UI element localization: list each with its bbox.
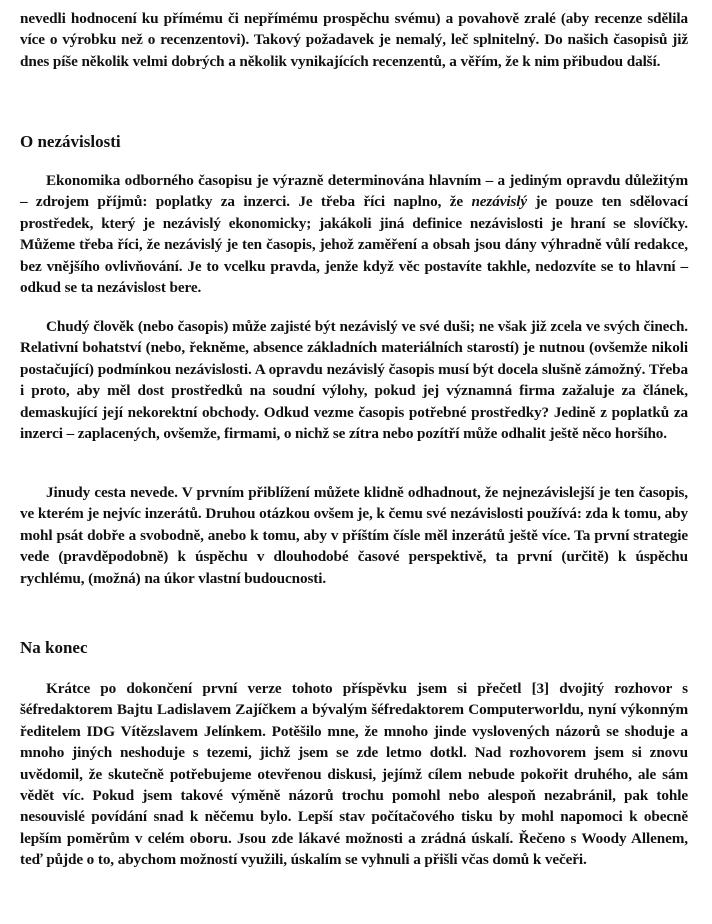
paragraph-kratce-po: Krátce po dokončení první verze tohoto příspěvku jsem si přečetl [3] dvojitý rozhovor s šéfredaktorem Bajtu Ladislavem Zajíčkem a bývalým šéfredaktorem Computerworldu, nyní výkonným ředitelem IDG Vítězslavem Jelínkem. Potěšilo mne, že mnoho jinde vyslovených názorů se shoduje a mnoho jiných neshoduje s tezemi, jichž jsem se zde letmo dotkl. Nad rozhovorem jsem si znovu uvědomil, že skutečně potřebujeme otevřenou diskusi, jejímž cílem nebude pokořit druhého, ale sám vědět víc. Pokud jsem takové výměně názorů trochu pomohl nebo alespoň nezabránil, pak tohle nesouvislé povídání snad k něčemu bylo. Lepší stav počítačového tisku by mohl napomoci k obecně lepším poměrům v celém oboru. Jsou zde lákavé možnosti a zrádná úskalí. Řečeno s Woody Allenem, teď půjde o to, abychom možností využili, úskalím se vyhnuli a přišli včas domů k večeři. — [20, 680, 688, 869]
paragraph-ekonomika — [20, 170, 688, 298]
emphasis-nezavisly: nezávislý — [471, 193, 528, 211]
intro-paragraph: nevedli hodnocení ku přímému či nepřímému prospěchu svému) a povahově zralé (aby recenze sdělila více o výrobku než o recenzentovi). Takový požadavek je nemalý, leč splnitelný. Do našich časopisů již dnes píše několik velmi dobrých a několik vynikajících recenzentů, a věřím, že k nim přibudou další. — [20, 10, 688, 70]
paragraph-ekonomika-tail: je pouze ten sdělovací prostředek, který je nezávislý ekonomicky; jakákoli jiná definice nezávislosti je hraní se slovíčky. Můžeme třeba říci, že nezávislý je ten časopis, jehož zaměření a obsah jsou dány výhradně vůlí redakce, bez vnějšího ovlivňování. Je to vcelku pravda, jenže když věc postavíte takhle, nedozvíte se to hlavní – odkud se ta nezávislost bere. — [20, 193, 689, 297]
paragraph-ekonomika-text: Ekonomika odborného časopisu je výrazně determinována hlavním – a jediným opravdu důležitým – zdrojem příjmů: poplatky za inzerci. Je třeba říci naplno, že — [20, 172, 688, 211]
section-heading-na-konec: Na konec — [20, 638, 88, 657]
section-heading-nezavislosti: O nezávislosti — [20, 132, 121, 151]
paragraph-jinudy-cesta: Jinudy cesta nevede. V prvním přiblížení můžete klidně odhadnout, že nejnezávislejší je ten časopis, ve kterém je nejvíc inzerátů. Druhou otázkou ovšem je, k čemu své nezávislosti používá: zda k tomu, aby mohl psát dobře a svobodně, anebo k tomu, aby v příštím čísle měl inzerátů ještě více. Ta první strategie vede (pravděpodobně) k úspěchu v dlouhodobé časové perspektivě, ta první (určitě) k úspěchu rychlému, (možná) na úkor vlastní budoucnosti. — [20, 484, 688, 587]
paragraph-chudy-clovek: Chudý člověk (nebo časopis) může zajisté být nezávislý ve své duši; ne však již zcela ve svých činech. Relativní bohatství (nebo, řekněme, absence základních materiálních starostí) je nutnou (ovšemže nikoli postačující) podmínkou nezávislosti. A opravdu nezávislý časopis musí být docela slušně zámožný. Třeba i proto, aby měl dost prostředků na soudní výlohy, pokud jej významná firma zažaluje za článek, demaskující její nekorektní obchody. Odkud vezme časopis potřebné prostředky? Jedině z poplatků za inzerci – zaplacených, ovšemže, firmami, o nichž se zítra nebo pozítří může odhalit ještě něco horšího. — [20, 318, 688, 443]
